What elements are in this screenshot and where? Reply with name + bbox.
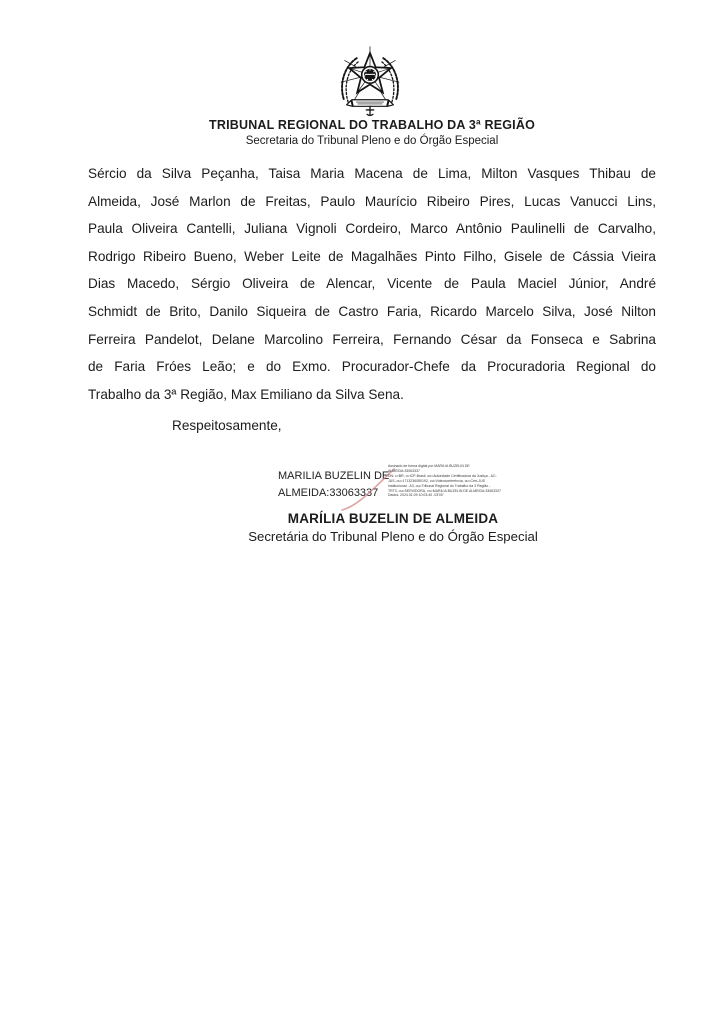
digital-signature-stamp bbox=[278, 466, 538, 512]
body-line: Almeida, José Marlon de Freitas, Paulo Maurício Ribeiro Pires, Lucas Vanucci Lins, bbox=[88, 193, 656, 209]
body-line: Ferreira Pandelot, Delane Marcolino Ferreira, Fernando César da Fonseca e Sabrina bbox=[88, 331, 656, 347]
signer-role: Secretária do Tribunal Pleno e do Órgão Especial bbox=[248, 529, 538, 544]
detail-line: JUS, ou=1713236080192, ou=Videoconferência, ou=Cert-JUS bbox=[388, 478, 485, 483]
body-line: Dias Macedo, Sérgio Oliveira de Alencar, Vicente de Paula Maciel Júnior, André bbox=[88, 276, 656, 292]
body-line: Sércio da Silva Peçanha, Taisa Maria Macena de Lima, Milton Vasques Thibau de bbox=[88, 166, 656, 181]
salutation: Respeitosamente, bbox=[172, 418, 282, 433]
org-title: TRIBUNAL REGIONAL DO TRABALHO DA 3ª REGIÃO bbox=[209, 118, 535, 132]
detail-line: DN: c=BR, o=ICP-Brasil, ou=Autoridade Certificadora da Justiça - AC- bbox=[388, 473, 497, 478]
body-line: de Faria Fróes Leão; e do Exmo. Procurador-Chefe da Procuradoria Regional do bbox=[88, 359, 656, 375]
signer-line-2: ALMEIDA:33063337 bbox=[278, 486, 379, 499]
org-department: Secretaria do Tribunal Pleno e do Órgão Especial bbox=[245, 135, 499, 147]
body-line: Paula Oliveira Cantelli, Juliana Vignoli Cordeiro, Marco Antônio Paulinelli de Carvalho, bbox=[88, 221, 656, 237]
body-line: Rodrigo Ribeiro Bueno, Weber Leite de Magalhães Pinto Filho, Gisele de Cássia Vieira bbox=[88, 248, 656, 264]
signer-line-1: MARILIA BUZELIN DE bbox=[278, 470, 390, 482]
body-line: Trabalho da 3ª Região, Max Emiliano da Silva Sena. bbox=[88, 386, 404, 402]
detail-line: Assinado de forma digital por MARILIA BUZELIN DE bbox=[388, 464, 470, 468]
coat-of-arms-icon bbox=[331, 42, 409, 118]
detail-line: Institucional - A3, ou=Tribunal Regional do Trabalho da 3 Região - bbox=[388, 483, 491, 488]
detail-line: Dados: 2024.01.09 10:03:40 -03'00' bbox=[388, 493, 444, 498]
body-paragraph bbox=[88, 160, 656, 408]
body-line: Schmidt de Brito, Danilo Siqueira de Castro Faria, Ricardo Marcelo Silva, José Nilton bbox=[88, 303, 656, 319]
digital-signature-details bbox=[388, 464, 538, 498]
signer-name: MARÍLIA BUZELIN DE ALMEIDA bbox=[287, 511, 499, 526]
detail-line: ALMEIDA:33063337 bbox=[388, 468, 420, 473]
detail-line: TRT3, ou=SERVIDORA, cn=MARILIA BUZELIN DE ALMEIDA:33063337 bbox=[388, 488, 501, 493]
